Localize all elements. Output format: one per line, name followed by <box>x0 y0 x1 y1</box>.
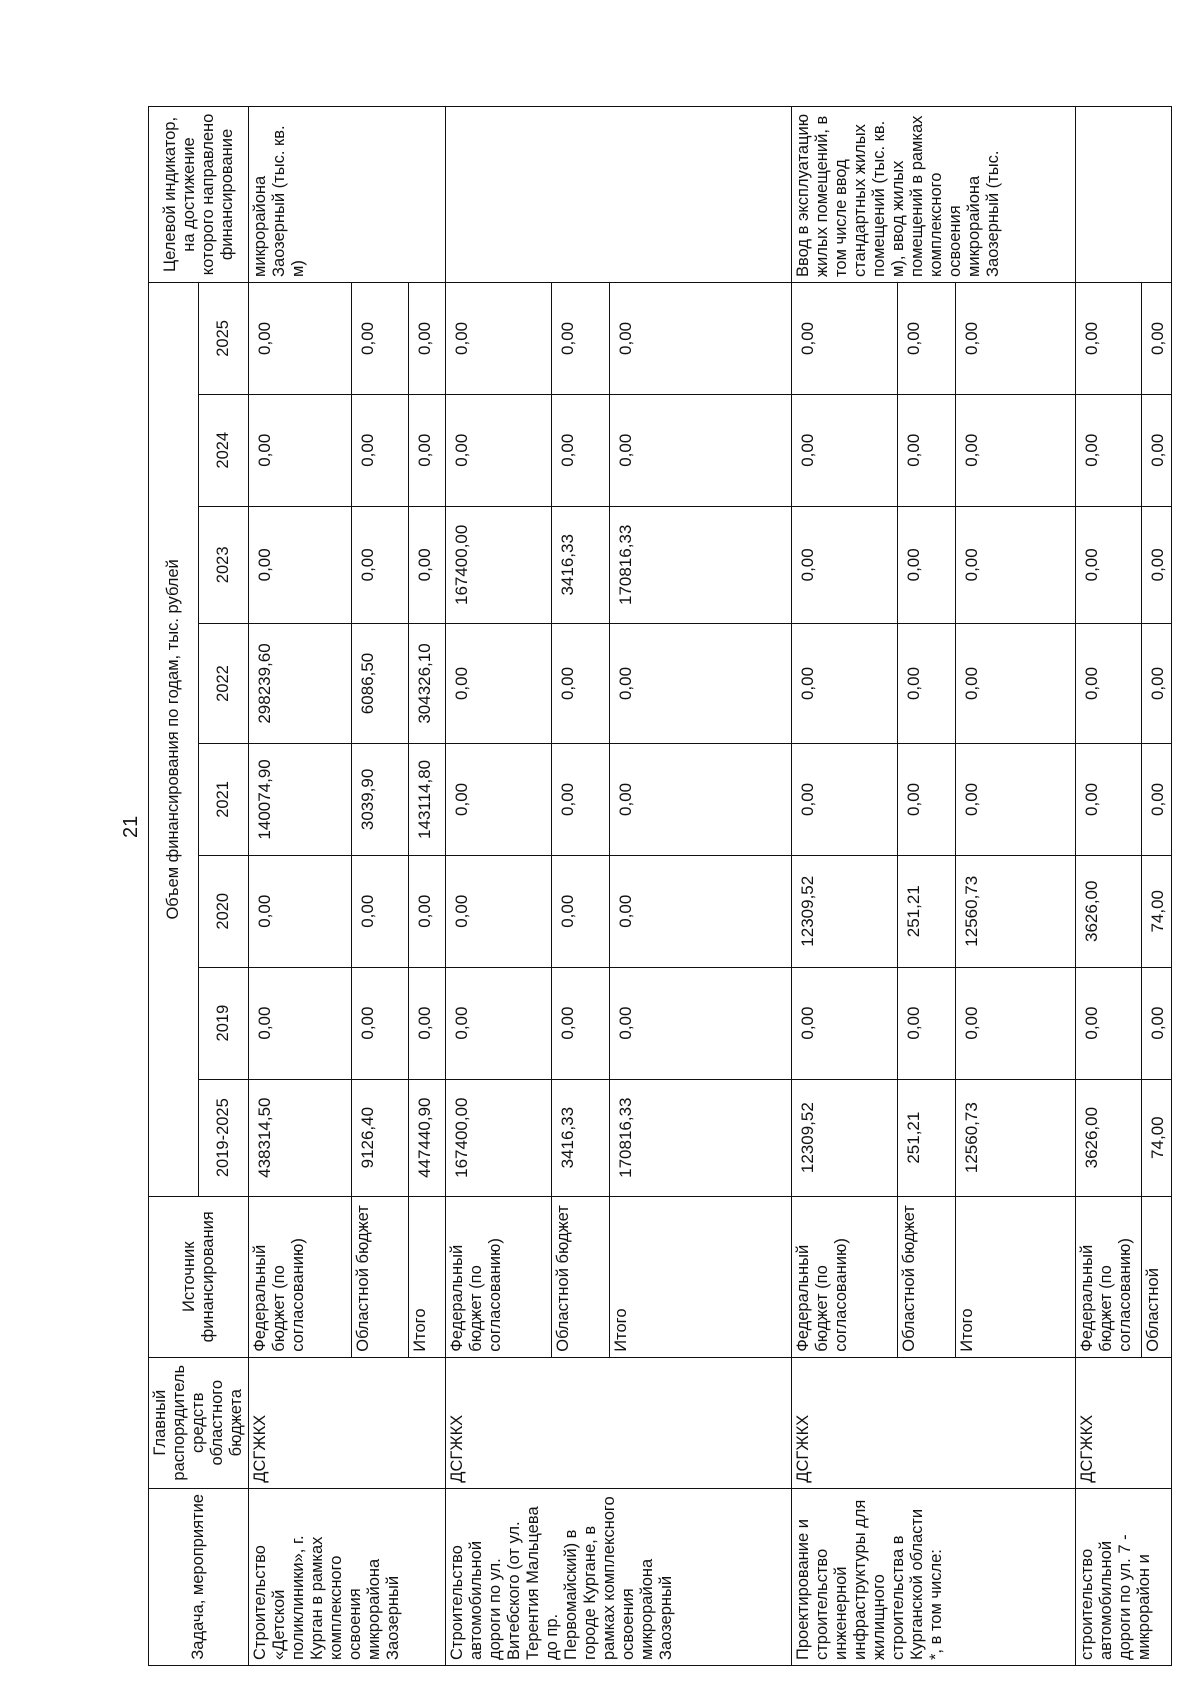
value-cell: 0,00 <box>791 623 898 743</box>
rotated-page <box>148 106 1168 1666</box>
value-cell: 0,00 <box>898 967 956 1079</box>
value-cell: 0,00 <box>610 743 792 855</box>
value-cell: 0,00 <box>445 623 552 743</box>
value-cell: 0,00 <box>610 394 792 506</box>
manager-cell: ДСГЖКХ <box>1075 1357 1171 1488</box>
value-cell: 447440,90 <box>409 1079 445 1196</box>
value-cell: 0,00 <box>1075 623 1141 743</box>
page-number: 21 <box>120 815 142 838</box>
header-period: 2020 <box>199 855 249 967</box>
source-cell: Областной бюджет <box>351 1196 409 1357</box>
value-cell: 0,00 <box>610 967 792 1079</box>
task-cell: Строительство автомобильной дороги по ул. Витебского (от ул. Терентия Мальцева до пр. Первомайский) в городе Кургане, в рамках комплексного освоения микрорайона Заозерный <box>445 1488 791 1665</box>
value-cell: 0,00 <box>409 506 445 623</box>
value-cell: 0,00 <box>351 282 409 394</box>
value-cell: 143114,80 <box>409 743 445 855</box>
manager-cell: ДСГЖКХ <box>249 1357 446 1488</box>
value-cell: 304326,10 <box>409 623 445 743</box>
value-cell: 167400,00 <box>445 1079 552 1196</box>
value-cell: 0,00 <box>351 967 409 1079</box>
source-cell: Итого <box>409 1196 445 1357</box>
value-cell: 0,00 <box>249 506 352 623</box>
value-cell: 438314,50 <box>249 1079 352 1196</box>
value-cell: 0,00 <box>898 506 956 623</box>
value-cell: 0,00 <box>791 967 898 1079</box>
source-cell: Областной <box>1142 1196 1172 1357</box>
value-cell: 170816,33 <box>610 506 792 623</box>
value-cell: 0,00 <box>1142 743 1172 855</box>
table-row <box>249 107 352 1666</box>
value-cell: 12560,73 <box>956 1079 1076 1196</box>
value-cell: 0,00 <box>610 623 792 743</box>
value-cell: 0,00 <box>552 394 610 506</box>
task-cell: Строительство «Детской поликлиники», г. Курган в рамках комплексного освоения микрорайона Заозерный <box>249 1488 446 1665</box>
indicator-cell: Ввод в эксплуатацию жилых помещений, в том числе ввод стандартных жилых помещений (тыс. кв. м), ввод жилых помещений в рамках комплексного освоения микрорайона Заозерный (тыс. <box>791 107 1075 283</box>
value-cell: 0,00 <box>898 623 956 743</box>
header-indicator: Целевой индикатор, на достижение которого направлено финансирование <box>149 107 249 283</box>
value-cell: 0,00 <box>791 506 898 623</box>
financing-table <box>148 106 1172 1666</box>
value-cell: 0,00 <box>445 282 552 394</box>
header-row-1 <box>149 107 199 1666</box>
value-cell: 0,00 <box>956 743 1076 855</box>
table-body <box>249 107 1172 1666</box>
value-cell: 3416,33 <box>552 506 610 623</box>
source-cell: Областной бюджет <box>552 1196 610 1357</box>
table-row <box>1075 107 1141 1666</box>
value-cell: 0,00 <box>1142 623 1172 743</box>
value-cell: 0,00 <box>445 967 552 1079</box>
value-cell: 0,00 <box>409 282 445 394</box>
table-row <box>445 107 552 1666</box>
header-manager: Главный распорядитель средств областного бюджета <box>149 1357 249 1488</box>
value-cell: 167400,00 <box>445 506 552 623</box>
value-cell: 0,00 <box>249 282 352 394</box>
value-cell: 0,00 <box>956 623 1076 743</box>
source-cell: Итого <box>956 1196 1076 1357</box>
header-period: 2019 <box>199 967 249 1079</box>
value-cell: 0,00 <box>445 855 552 967</box>
value-cell: 0,00 <box>249 967 352 1079</box>
value-cell: 9126,40 <box>351 1079 409 1196</box>
header-period: 2024 <box>199 394 249 506</box>
value-cell: 0,00 <box>445 394 552 506</box>
value-cell: 0,00 <box>351 855 409 967</box>
source-cell: Федеральный бюджет (по согласованию) <box>791 1196 898 1357</box>
value-cell: 0,00 <box>791 282 898 394</box>
value-cell: 0,00 <box>898 743 956 855</box>
header-period: 2025 <box>199 282 249 394</box>
value-cell: 0,00 <box>956 282 1076 394</box>
value-cell: 0,00 <box>552 967 610 1079</box>
task-cell: строительство автомобильной дороги по ул. 7 - микрорайон и <box>1075 1488 1171 1665</box>
value-cell: 0,00 <box>552 623 610 743</box>
value-cell: 6086,50 <box>351 623 409 743</box>
value-cell: 0,00 <box>249 394 352 506</box>
value-cell: 0,00 <box>610 282 792 394</box>
value-cell: 0,00 <box>898 282 956 394</box>
indicator-cell: микрорайона Заозерный (тыс. кв. м) <box>249 107 446 283</box>
header-period: 2022 <box>199 623 249 743</box>
header-source: Источник финансирования <box>149 1196 249 1357</box>
value-cell: 0,00 <box>956 394 1076 506</box>
value-cell: 0,00 <box>610 855 792 967</box>
value-cell: 0,00 <box>351 394 409 506</box>
value-cell: 0,00 <box>1075 282 1141 394</box>
value-cell: 0,00 <box>249 855 352 967</box>
value-cell: 0,00 <box>791 743 898 855</box>
manager-cell: ДСГЖКХ <box>445 1357 791 1488</box>
value-cell: 74,00 <box>1142 1079 1172 1196</box>
manager-cell: ДСГЖКХ <box>791 1357 1075 1488</box>
value-cell: 0,00 <box>409 855 445 967</box>
value-cell: 3416,33 <box>552 1079 610 1196</box>
value-cell: 0,00 <box>552 282 610 394</box>
table-row <box>791 107 898 1666</box>
header-period: 2023 <box>199 506 249 623</box>
value-cell: 12309,52 <box>791 855 898 967</box>
value-cell: 170816,33 <box>610 1079 792 1196</box>
indicator-cell <box>445 107 791 283</box>
value-cell: 0,00 <box>1142 282 1172 394</box>
value-cell: 0,00 <box>409 967 445 1079</box>
source-cell: Федеральный бюджет (по согласованию) <box>445 1196 552 1357</box>
value-cell: 0,00 <box>552 743 610 855</box>
value-cell: 0,00 <box>1142 394 1172 506</box>
value-cell: 0,00 <box>351 506 409 623</box>
value-cell: 0,00 <box>956 506 1076 623</box>
value-cell: 140074,90 <box>249 743 352 855</box>
value-cell: 0,00 <box>409 394 445 506</box>
value-cell: 0,00 <box>445 743 552 855</box>
value-cell: 0,00 <box>1142 967 1172 1079</box>
header-volume: Объем финансирования по годам, тыс. рублей <box>149 282 199 1196</box>
value-cell: 0,00 <box>898 394 956 506</box>
value-cell: 0,00 <box>1075 967 1141 1079</box>
value-cell: 0,00 <box>1075 506 1141 623</box>
value-cell: 251,21 <box>898 855 956 967</box>
value-cell: 12309,52 <box>791 1079 898 1196</box>
value-cell: 0,00 <box>1075 394 1141 506</box>
value-cell: 0,00 <box>552 855 610 967</box>
header-task: Задача, мероприятие <box>149 1488 249 1665</box>
value-cell: 298239,60 <box>249 623 352 743</box>
source-cell: Областной бюджет <box>898 1196 956 1357</box>
value-cell: 3626,00 <box>1075 855 1141 967</box>
value-cell: 0,00 <box>791 394 898 506</box>
source-cell: Федеральный бюджет (по согласованию) <box>249 1196 352 1357</box>
header-period: 2019-2025 <box>199 1079 249 1196</box>
indicator-cell <box>1075 107 1171 283</box>
value-cell: 0,00 <box>1075 743 1141 855</box>
value-cell: 0,00 <box>956 967 1076 1079</box>
source-cell: Итого <box>610 1196 792 1357</box>
value-cell: 0,00 <box>1142 506 1172 623</box>
value-cell: 74,00 <box>1142 855 1172 967</box>
task-cell: Проектирование и строительство инженерной инфраструктуры для жилищного строительства в Курганской области *, в том числе: <box>791 1488 1075 1665</box>
value-cell: 251,21 <box>898 1079 956 1196</box>
value-cell: 12560,73 <box>956 855 1076 967</box>
source-cell: Федеральный бюджет (по согласованию) <box>1075 1196 1141 1357</box>
value-cell: 3039,90 <box>351 743 409 855</box>
header-period: 2021 <box>199 743 249 855</box>
value-cell: 3626,00 <box>1075 1079 1141 1196</box>
